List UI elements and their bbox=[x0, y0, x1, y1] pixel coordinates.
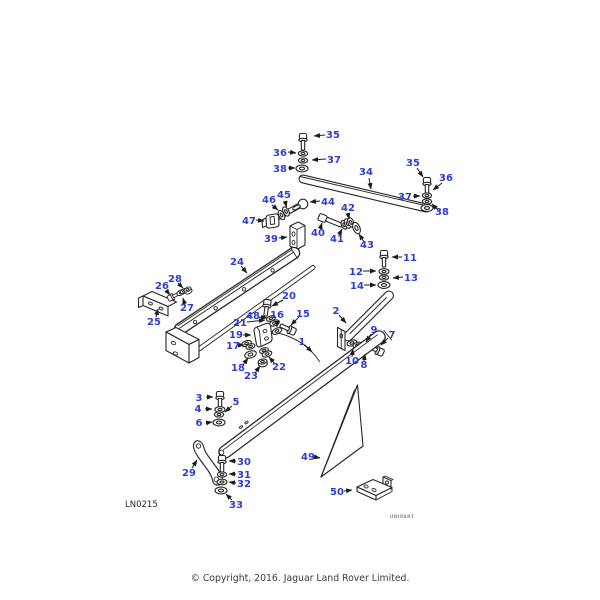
part-label-28: 28 bbox=[168, 274, 182, 285]
part-label-43: 43 bbox=[360, 240, 374, 251]
leader-line-34 bbox=[369, 178, 371, 189]
washer-32 bbox=[217, 479, 227, 485]
nut-28 bbox=[183, 286, 193, 295]
part-label-18: 18 bbox=[231, 363, 245, 374]
part-shape-clamp-47 bbox=[262, 214, 279, 228]
part-label-38: 38 bbox=[273, 164, 287, 175]
leader-line-6 bbox=[206, 422, 212, 423]
part-label-36: 36 bbox=[439, 173, 453, 184]
part-label-40: 40 bbox=[311, 228, 325, 239]
part-label-41: 41 bbox=[330, 234, 344, 245]
leader-line-32 bbox=[229, 482, 236, 483]
part-label-9: 9 bbox=[370, 325, 378, 336]
fastener-stack-35-38-right bbox=[421, 178, 433, 212]
part-label-42: 42 bbox=[341, 203, 355, 214]
part-shape-bracket-19 bbox=[254, 323, 272, 347]
leader-line-48 bbox=[259, 317, 267, 318]
part-label-37: 37 bbox=[398, 192, 412, 203]
leader-line-36 bbox=[433, 183, 442, 190]
washer-31 bbox=[217, 472, 226, 477]
part-label-10: 10 bbox=[345, 356, 359, 367]
washer-18 bbox=[244, 349, 258, 359]
leader-line-36 bbox=[288, 152, 296, 153]
part-label-46: 46 bbox=[262, 195, 276, 206]
part-label-35: 35 bbox=[406, 158, 420, 169]
part-label-4: 4 bbox=[194, 404, 202, 415]
fastener-stack-35-38-left bbox=[296, 134, 308, 172]
leader-line-37 bbox=[312, 159, 326, 160]
leader-line-35 bbox=[417, 168, 423, 177]
part-label-23: 23 bbox=[244, 371, 258, 382]
part-label-11: 11 bbox=[403, 253, 417, 264]
part-label-19: 19 bbox=[229, 330, 243, 341]
part-label-48: 48 bbox=[246, 311, 260, 322]
leader-line-13 bbox=[393, 277, 403, 278]
bush-43 bbox=[351, 221, 362, 235]
leader-line-39 bbox=[279, 237, 287, 238]
bolt-30 bbox=[218, 456, 226, 473]
unipart-brand-mark: UNIPART bbox=[389, 515, 415, 520]
part-shape-bracket-39 bbox=[290, 222, 305, 250]
washer-33 bbox=[215, 487, 227, 494]
leader-line-49 bbox=[315, 457, 320, 458]
washer-14 bbox=[378, 282, 390, 289]
part-label-50: 50 bbox=[330, 487, 344, 498]
part-label-21: 21 bbox=[233, 318, 247, 329]
part-shape-bracket-50 bbox=[357, 476, 393, 500]
bolt-35-left bbox=[299, 134, 307, 151]
part-label-13: 13 bbox=[404, 273, 418, 284]
part-label-16: 16 bbox=[270, 310, 284, 321]
part-shape-plate-49 bbox=[321, 385, 363, 477]
part-label-15: 15 bbox=[296, 309, 310, 320]
leader-line-1 bbox=[305, 345, 312, 352]
part-label-2: 2 bbox=[332, 306, 340, 317]
part-label-3: 3 bbox=[195, 393, 203, 404]
part-label-7: 7 bbox=[388, 330, 396, 341]
leader-line-29 bbox=[192, 460, 197, 468]
part-label-1: 1 bbox=[298, 337, 306, 348]
washer-16 bbox=[271, 326, 282, 335]
washer-36-left bbox=[298, 151, 307, 156]
part-label-31: 31 bbox=[237, 470, 251, 481]
leader-line-45 bbox=[285, 201, 287, 207]
leader-line-44 bbox=[310, 201, 320, 202]
part-label-35: 35 bbox=[326, 130, 340, 141]
leader-line-50 bbox=[344, 490, 352, 491]
fastener-stack-3-6 bbox=[213, 392, 225, 426]
part-label-33: 33 bbox=[229, 500, 243, 511]
washer-38-left bbox=[296, 165, 308, 172]
part-label-5: 5 bbox=[232, 397, 240, 408]
part-label-17: 17 bbox=[226, 341, 240, 352]
part-label-22: 22 bbox=[272, 362, 286, 373]
washer-5 bbox=[214, 412, 223, 417]
part-label-34: 34 bbox=[359, 167, 373, 178]
part-label-29: 29 bbox=[182, 468, 196, 479]
part-label-12: 12 bbox=[349, 267, 363, 278]
part-label-25: 25 bbox=[147, 317, 161, 328]
part-label-8: 8 bbox=[360, 360, 368, 371]
leader-line-35 bbox=[314, 135, 325, 136]
part-label-27: 27 bbox=[180, 303, 194, 314]
part-label-26: 26 bbox=[155, 281, 169, 292]
copyright-text: © Copyright, 2016. Jaguar Land Rover Limited. bbox=[190, 573, 410, 584]
part-label-32: 32 bbox=[237, 479, 251, 490]
bolt-35-right bbox=[423, 178, 431, 195]
washer-36-right bbox=[422, 193, 431, 198]
part-label-37: 37 bbox=[327, 155, 341, 166]
part-label-45: 45 bbox=[277, 190, 291, 201]
fastener-stack-11-14 bbox=[378, 251, 390, 289]
part-label-24: 24 bbox=[230, 257, 244, 268]
leader-line-2 bbox=[339, 315, 346, 323]
part-shape-rail-1 bbox=[219, 331, 391, 455]
part-label-14: 14 bbox=[350, 281, 364, 292]
part-label-38: 38 bbox=[435, 207, 449, 218]
part-label-49: 49 bbox=[301, 452, 315, 463]
washer-12 bbox=[379, 269, 389, 275]
part-label-36: 36 bbox=[273, 148, 287, 159]
bolt-11 bbox=[380, 251, 388, 268]
part-label-47: 47 bbox=[242, 216, 256, 227]
leader-line-5 bbox=[225, 406, 232, 412]
bolt-3 bbox=[216, 392, 224, 409]
nut-23 bbox=[258, 358, 268, 367]
part-label-39: 39 bbox=[264, 234, 278, 245]
part-label-20: 20 bbox=[282, 291, 296, 302]
diagram-code: LN0215 bbox=[125, 500, 158, 510]
washer-37-right bbox=[422, 199, 431, 204]
part-label-30: 30 bbox=[237, 457, 251, 468]
part-label-44: 44 bbox=[321, 197, 335, 208]
washer-38-right bbox=[421, 205, 433, 212]
washer-37-left bbox=[298, 158, 307, 163]
washer-6 bbox=[213, 419, 225, 426]
part-label-6: 6 bbox=[195, 418, 203, 429]
washer-13 bbox=[379, 275, 388, 280]
